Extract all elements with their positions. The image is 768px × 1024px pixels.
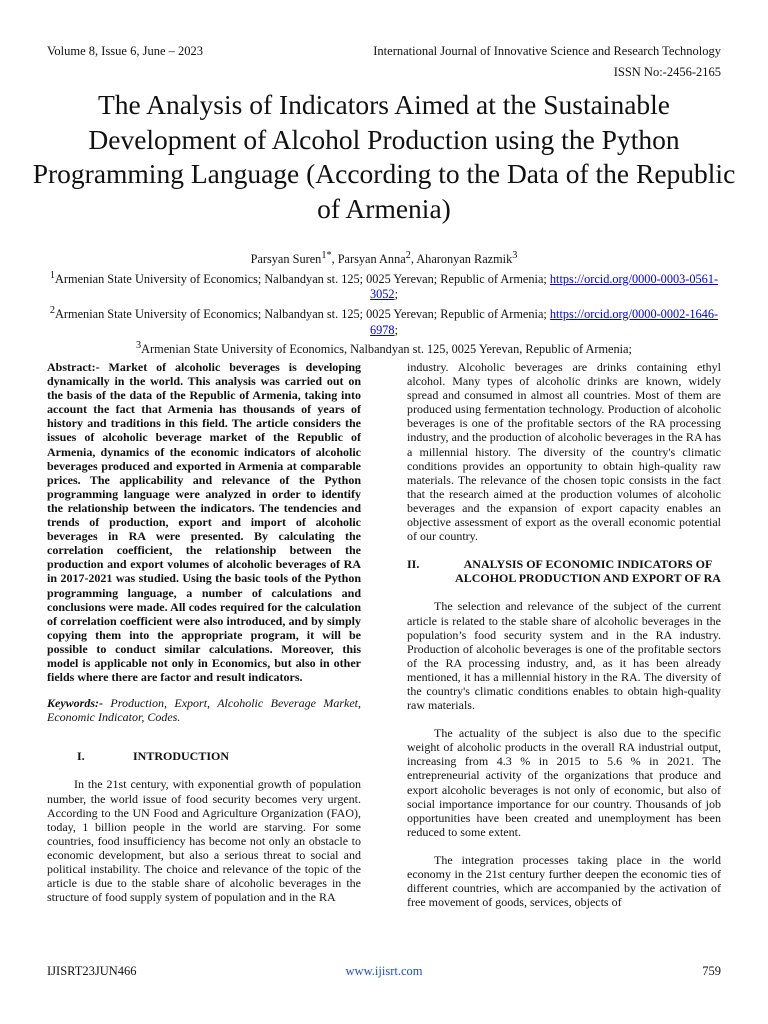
orcid-link-1[interactable]: https://orcid.org/0000-0003-0561-3052 (369, 271, 719, 302)
abstract: Abstract:- Market of alcoholic beverages is developing dynamically in the world. This analysis was carried out on the basis of the data of the Republic of Armenia, taking into account the fact that Armenia has thousands of years of history and traditions in this field. The article considers the issues of alcoholic beverage market of the Republic of Armenia, dynamics of the economic indicators of alcoholic beverages produced and exported in Armenia at comparable prices. The applicability and relevance of the Python programming language were analyzed in order to identify the relationship between the indicators. The tendencies and trends of production, export and import of alcoholic beverages in RA were presented. By calculating the correlation coefficient, the relationship between the production and export volumes of alcoholic beverages of RA in 2017-2021 was studied. Using the basic tools of the Python programming language, a number of calculations and conclusions were made. All codes required for the calculation of correlation coefficient were also introduced, and by simply copying them into the appropriate program, it will be possible to conduct similar calculations. Moreover, this model is applicable not only in Economics, but also in other fields where there are factor and result indicators. (47, 360, 361, 685)
affiliation-2-tail: ; (394, 322, 398, 337)
paper-title: The Analysis of Indicators Aimed at the Sustainable Development of Alcohol Production using the Python Programming Language (According to the Data of the Republic of Armenia) (32, 89, 736, 224)
affiliation-1-text: Armenian State University of Economics; Nalbandyan st. 125; 0025 Yerevan; Republic of Armenia; (55, 271, 550, 286)
keywords-text: Production, Export, Alcoholic Beverage Market, Economic Indicator, Codes. (47, 696, 361, 725)
affiliation-1-tail: ; (394, 287, 398, 302)
affiliation-1-sup: 1 (49, 269, 56, 281)
section-number: II. (407, 557, 420, 572)
intro-continuation: industry. Alcoholic beverages are drinks containing ethyl alcohol. Many types of alcoholic drinks are known, widely spread and consumed in almost all countries. Most of them are produced using fermentation technology. Production of alcoholic beverages is one of the profitable sectors of the RA processing industry, and the production of alcoholic beverages in the RA has a millennial history. The diversity of the country's climatic conditions provides an opportunity to obtain high-quality raw materials. The relevance of the chosen topic consists in the fact that the research aimed at the production volumes of alcoholic beverages and the expansion of export capacity enables an objective assessment of export as the overall economic potential of our country. (407, 360, 721, 544)
author-1-sup: 1* (321, 250, 332, 261)
author-block (40, 248, 728, 358)
author-3-sup: 3 (512, 250, 518, 261)
affiliation-3-text: Armenian State University of Economics, Nalbandyan st. 125, 0025 Yerevan, Republic of Armenia; (141, 342, 632, 357)
analysis-paragraph-1: The selection and relevance of the subject of the current article is related to the stable share of alcoholic beverages in the population’s food security system and in the RA industry. Production of alcoholic beverages is one of the profitable sectors of the RA processing industry, and, as it has been already mentioned, it has a millennial history in the RA. The diversity of the country's climatic conditions enables to obtain high-quality raw materials. (407, 599, 721, 713)
author-2: Parsyan Anna (337, 252, 406, 267)
affiliation-3-sup: 3 (136, 340, 142, 352)
orcid-link-2[interactable]: https://orcid.org/0000-0002-1646-6978 (369, 307, 719, 337)
affiliation-2 (40, 303, 728, 338)
volume-info: Volume 8, Issue 6, June – 2023 (47, 44, 204, 58)
paper-id: IJISRT23JUN466 (47, 964, 137, 978)
section-title: INTRODUCTION (133, 749, 230, 764)
keywords-label: Keywords:- (47, 696, 103, 711)
author-3: Aharonyan Razmik (416, 252, 513, 267)
right-column (407, 360, 721, 909)
issn: ISSN No:-2456-2165 (613, 65, 721, 79)
author-line: Parsyan Suren$^{1*}$, Parsyan Anna$^2$, Aharonyan Razmik$^3$ (250, 250, 518, 267)
keywords (47, 696, 361, 724)
section-heading-analysis (407, 557, 721, 585)
affiliation-2-sup: 2 (49, 304, 56, 316)
analysis-paragraph-2: The actuality of the subject is also due to the specific weight of alcoholic products in the overall RA industrial output, increasing from 4.3 % in 2015 to 5.6 % in 2021. The entrepreneurial activity of the organizations that produce and export alcoholic beverages is not only of economic, but also of social importance importance for our country. Thousands of job opportunities have been created and unemployment has been reduced to some extent. (407, 726, 721, 839)
left-column (47, 360, 361, 904)
journal-name: International Journal of Innovative Science and Research Technology (373, 44, 721, 58)
section-number: I. (77, 749, 85, 764)
page-number: 759 (702, 964, 721, 978)
author-2-sup: 2 (405, 250, 411, 261)
section-heading-introduction (47, 749, 361, 763)
website-link[interactable]: www.ijisrt.com (345, 964, 423, 978)
section-title: ANALYSIS OF ECONOMIC INDICATORS OF ALCOHOL PRODUCTION AND EXPORT OF RA (455, 557, 721, 586)
affiliation-3 (40, 338, 728, 358)
analysis-paragraph-3: The integration processes taking place in the world economy in the 21st century further deepen the economic ties of different countries, which are accompanied by the activation of free movement of goods, services, objects of (407, 852, 721, 910)
affiliation-2-text: Armenian State University of Economics; Nalbandyan st. 125; 0025 Yerevan; Republic of Armenia; (55, 307, 550, 322)
intro-paragraph: In the 21st century, with exponential growth of population number, the world issue of food security becomes very urgent. According to the UN Food and Agriculture Organization (FAO), today, 1 billion people in the world are starving. For some countries, food insufficiency has become not only an obstacle to economic development, but also a serious threat to social and political instability. The choice and relevance of the topic of the article is due to the stable share of alcoholic beverages in the structure of food supply system of population and in the RA (47, 777, 361, 905)
affiliation-1 (40, 268, 728, 303)
author-1: Parsyan Suren (250, 252, 322, 267)
